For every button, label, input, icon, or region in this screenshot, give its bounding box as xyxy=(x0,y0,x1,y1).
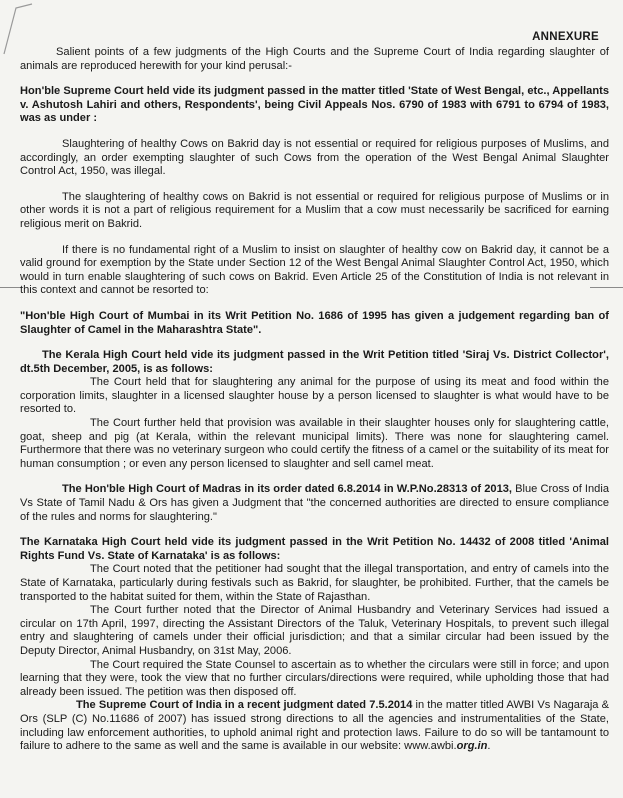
kerala-point-1: The Court held that for slaughtering any animal for the purpose of using its meat and food within the corporation limits, slaughter in a licensed slaughter house by a person licensed to slaughter is what would have to be resorted to. xyxy=(20,376,609,416)
supreme-court-heading: Hon'ble Supreme Court held vide its judgment passed in the matter titled 'State of West Bengal, etc., Appellants v. Ashutosh Lahiri and others, Respondents', being Civil Appeals Nos. 6790 of 1983 with 6791 to 6794 of 1983, was as under : xyxy=(20,85,609,125)
website-suffix: org.in xyxy=(456,740,488,753)
annexure-title: ANNEXURE xyxy=(532,31,599,43)
madras-bold: The Hon'ble High Court of Madras in its order dated 6.8.2014 in W.P.No.28313 of 2013, xyxy=(62,483,512,496)
supreme-court-point-1: Slaughtering of healthy Cows on Bakrid day is not essential or required for religious purposes of Muslims, and accordingly, an order exempting slaughter of such Cows from the operation of the West Bengal Animal Slaughter Control Act, 1950, was illegal. xyxy=(20,137,609,178)
supreme-court-point-3: If there is no fundamental right of a Muslim to insist on slaughter of healthy cow on Bakrid day, it cannot be a valid ground for exemption by the State under Section 12 of the West Bengal Animal Slaughter Control Act, 1950, which would in turn enable slaughtering of such cows on Bakrid. Even Article 25 of the Constitution of India is not relevant in this context and cannot be resorted to: xyxy=(20,243,609,297)
karnataka-point-3: The Court required the State Counsel to ascertain as to whether the circulars were still in force; and upon learning that they were, took the view that no further circulars/directions were required, while upholding those that had already been issued. The petition was then disposed off. xyxy=(20,658,609,698)
supreme-court-point-2: The slaughtering of healthy cows on Bakrid is not essential or required for religious purpose of Muslims or in other words it is not a part of religious requirement for a Muslim that a cow must necessarily be sacrificed for earning religious merit on Bakrid. xyxy=(20,190,609,230)
final-period: . xyxy=(487,740,491,753)
kerala-point-2: The Court further held that provision was available in their slaughter houses only for slaughtering cattle, goat, sheep and pig (at Kerala, within the relevant municipal limits). There was none for slaughtering camel. Furthermore that there was no veterinary surgeon who could certify the fitness of a camel or the suitability of its meat for human consumption ; or even any person licensed to slaughter and sell camel meat. xyxy=(20,417,609,470)
mumbai-high-court-heading: "Hon'ble High Court of Mumbai in its Writ Petition No. 1686 of 1995 has given a judgement regarding ban of Slaughter of Camel in the Maharashtra State". xyxy=(20,309,609,336)
madras-rest: Blue Cross of India Vs State of Tamil Nadu & Ors has given a Judgment that "the concerned authorities are directed to ensure compliance of the rules and norms for slaughtering." xyxy=(20,483,609,523)
karnataka-point-1: The Court noted that the petitioner had sought that the illegal transportation, and entry of camels into the State of Karnataka, particularly during festivals such as Bakrid, for slaughter, be prohibited. Further, that the camels be transported to the habitat suited for them, within the State of Rajasthan. xyxy=(20,563,609,603)
karnataka-point-2: The Court further noted that the Director of Animal Husbandry and Veterinary Services had issued a circular on 17th April, 1997, directing the Assistant Directors of the Taluk, Veterinary Hospitals, to prevent such illegal entry and slaughtering of camels under their official jurisdiction; and that a similar circular had been issued by the Deputy Director, Animal Husbandry, on 31st May, 2006. xyxy=(20,604,609,657)
supreme-court-awbi-rest: in the matter titled AWBI Vs Nagaraja & Ors (SLP (C) No.11686 of 2007) has issued strong directions to all the agencies and instrumentalities of the State, including law enforcement authorities, to uphold animal right and protection laws. Failure to do so will be tantamount to failure to adhere to the same as well and the same is available in our website: www.awbi. xyxy=(20,699,610,753)
madras-paragraph xyxy=(20,483,609,524)
supreme-court-awbi-bold: The Supreme Court of India in a recent judgment dated 7.5.2014 xyxy=(76,699,413,712)
kerala-heading: The Kerala High Court held vide its judgment passed in the Writ Petition titled 'Siraj Vs. District Collector', dt.5th December, 2005, is as follows: xyxy=(20,349,609,375)
supreme-court-awbi-paragraph xyxy=(20,699,609,753)
karnataka-heading: The Karnataka High Court held vide its judgment passed in the Writ Petition No. 14432 of 2008 titled 'Animal Rights Fund Vs. State of Karnataka' is as follows: xyxy=(20,536,609,562)
intro-paragraph: Salient points of a few judgments of the High Courts and the Supreme Court of India regarding slaughter of animals are reproduced herewith for your kind perusal:- xyxy=(20,46,609,72)
